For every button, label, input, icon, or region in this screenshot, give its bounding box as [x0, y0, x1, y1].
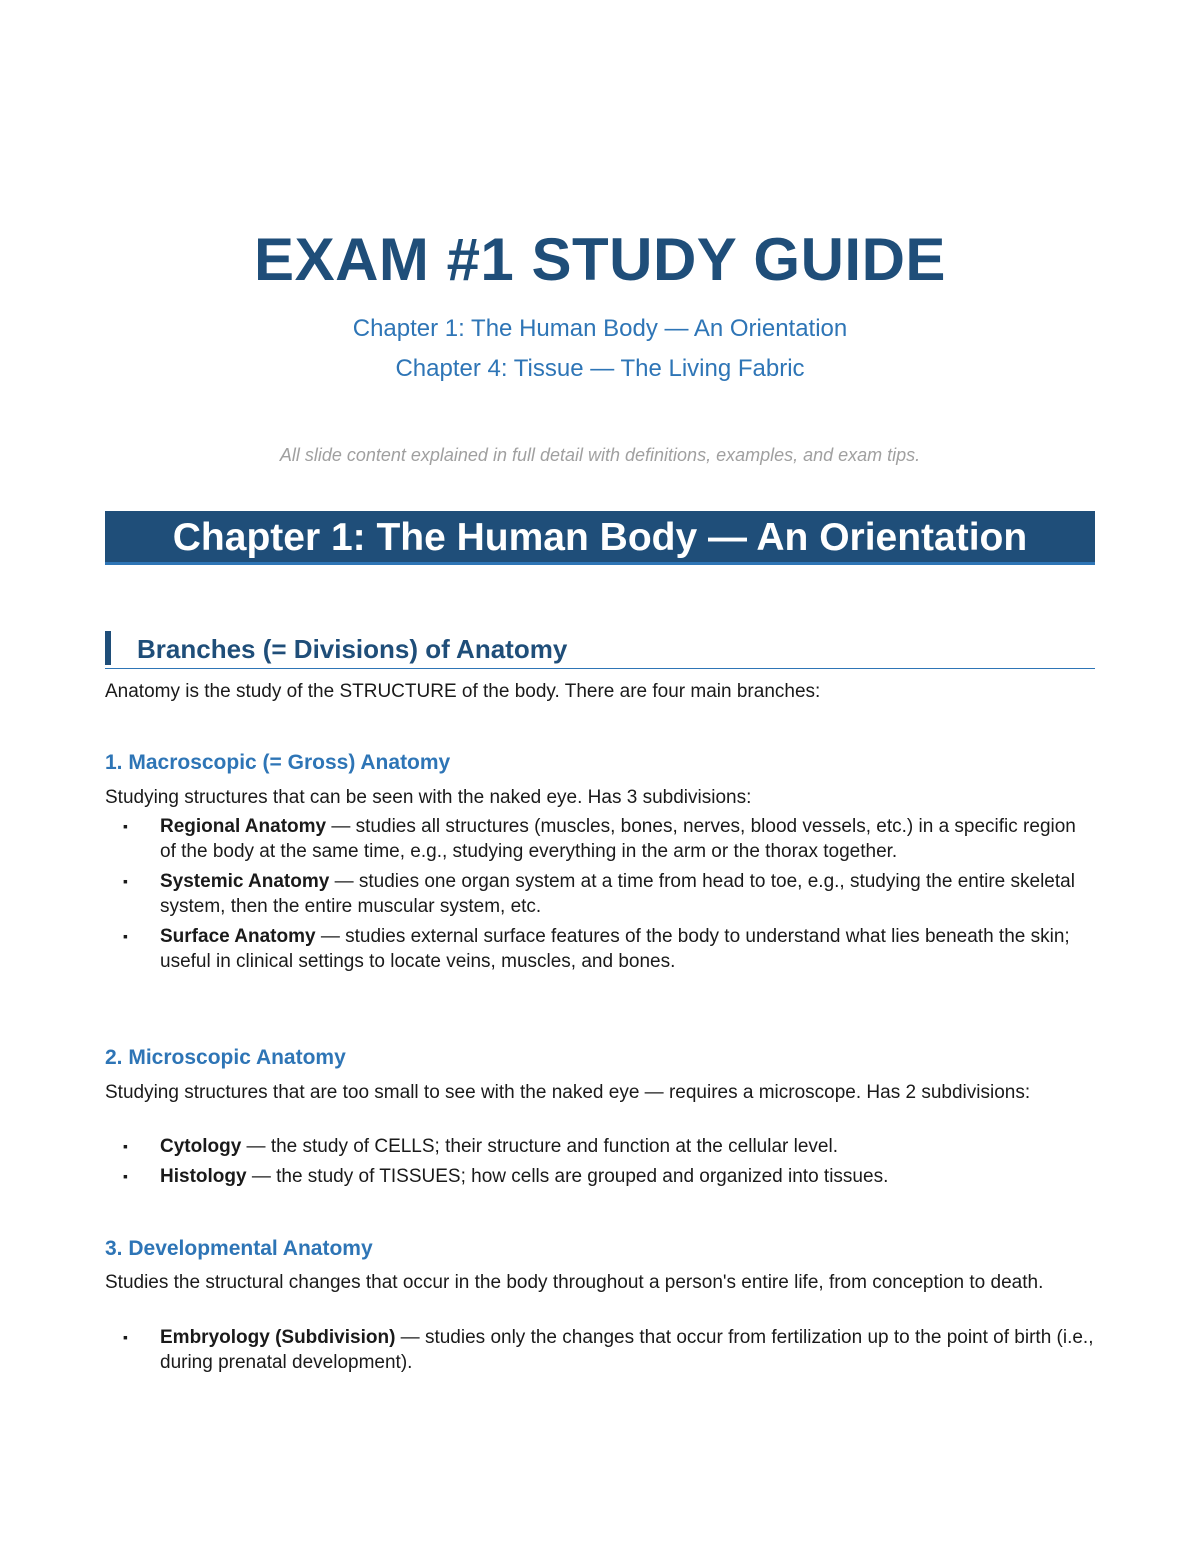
bullet-text: — studies only the changes that occur from fertilization up to the point of birth (i.e., during prenatal development).: [160, 1327, 1094, 1373]
list-item: [105, 869, 1095, 919]
section-intro: Anatomy is the study of the STRUCTURE of the body. There are four main branches:: [105, 681, 821, 702]
bullet-text: — the study of TISSUES; how cells are grouped and organized into tissues.: [246, 1166, 889, 1187]
bullet-icon: ▪: [123, 1168, 128, 1184]
dev-intro: Studies the structural changes that occur in the body throughout a person's entire life, from conception to death.: [105, 1272, 1044, 1293]
section-title: Branches (= Divisions) of Anatomy: [137, 634, 568, 664]
document-title: EXAM #1 STUDY GUIDE: [254, 226, 946, 293]
bullet-term: Embryology (Subdivision): [160, 1327, 396, 1348]
section-accent-bar: [105, 631, 111, 665]
micro-bullet-list: [105, 1134, 1095, 1194]
bullet-text: — studies external surface features of the body to understand what lies beneath the skin; useful in clinical settings to locate veins, muscles, and bones.: [160, 926, 1070, 972]
bullet-term: Histology: [160, 1166, 247, 1187]
bullet-term: Regional Anatomy: [160, 816, 327, 837]
bullet-text: — the study of CELLS; their structure and function at the cellular level.: [241, 1136, 838, 1157]
list-item: [105, 1134, 1095, 1159]
bullet-term: Surface Anatomy: [160, 926, 316, 947]
bullet-text: — studies all structures (muscles, bones, nerves, blood vessels, etc.) in a specific region of the body at the same time, e.g., studying everything in the arm or the thorax together.: [160, 816, 1076, 862]
dev-bullet-list: [105, 1325, 1095, 1380]
gross-intro: Studying structures that can be seen with the naked eye. Has 3 subdivisions:: [105, 787, 752, 808]
bullet-icon: ▪: [123, 928, 128, 944]
list-item: [105, 1325, 1095, 1375]
subtitle-chapter-1: Chapter 1: The Human Body — An Orientation: [352, 315, 848, 342]
bullet-icon: ▪: [123, 1329, 128, 1345]
gross-bullet-list: [105, 814, 1095, 979]
bullet-icon: ▪: [123, 1138, 128, 1154]
subheading-microscopic-anatomy: 2. Microscopic Anatomy: [105, 1046, 346, 1069]
section-heading: [105, 631, 1095, 669]
subtitle-chapter-4: Chapter 4: Tissue — The Living Fabric: [395, 355, 805, 382]
bullet-icon: ▪: [123, 818, 128, 834]
bullet-term: Systemic Anatomy: [160, 871, 330, 892]
micro-intro: Studying structures that are too small to see with the naked eye — requires a microscope. Has 2 subdivisions:: [105, 1082, 1031, 1103]
list-item: [105, 1164, 1095, 1189]
subheading-developmental-anatomy: 3. Developmental Anatomy: [105, 1237, 373, 1260]
bullet-term: Cytology: [160, 1136, 242, 1157]
list-item: [105, 814, 1095, 864]
tagline: All slide content explained in full detail with definitions, examples, and exam tips.: [279, 445, 921, 465]
list-item: [105, 924, 1095, 974]
bullet-text: — studies one organ system at a time from head to toe, e.g., studying the entire skeletal system, then the entire muscular system, etc.: [160, 871, 1075, 917]
chapter-banner: Chapter 1: The Human Body — An Orientation: [105, 511, 1095, 565]
bullet-icon: ▪: [123, 873, 128, 889]
subheading-gross-anatomy: 1. Macroscopic (= Gross) Anatomy: [105, 751, 451, 774]
